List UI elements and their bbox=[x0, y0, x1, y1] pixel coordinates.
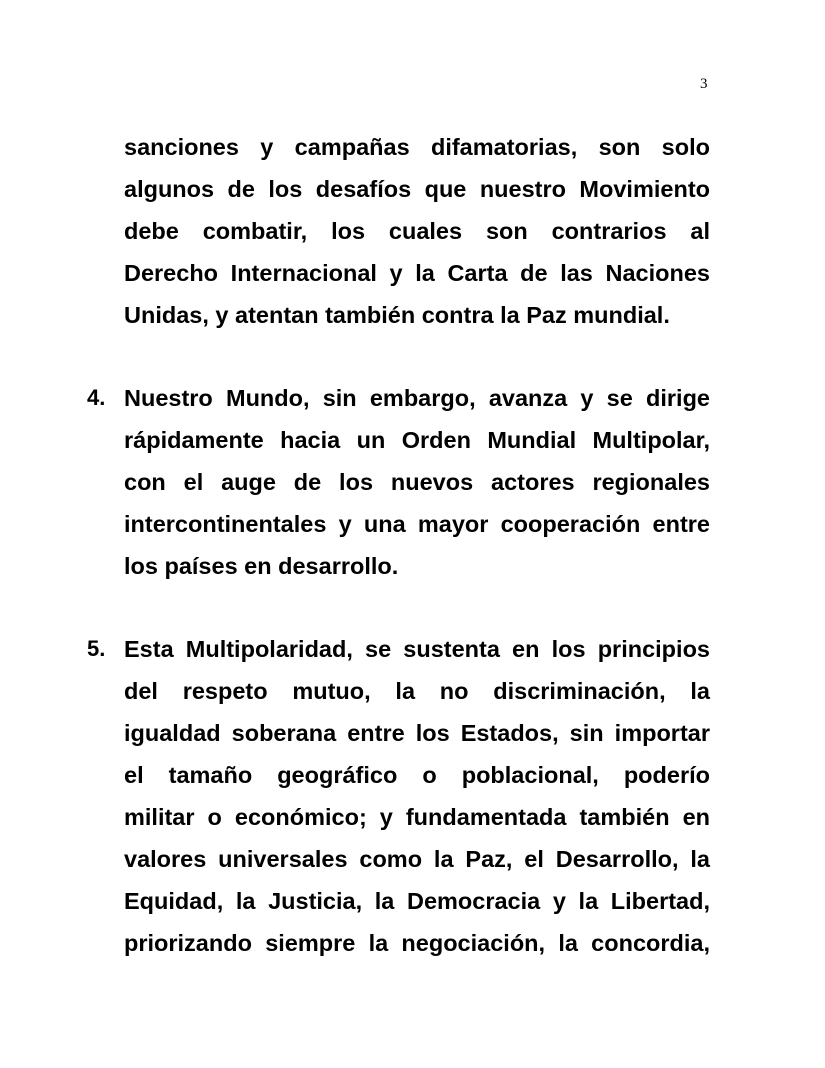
paragraph-number: 4. bbox=[87, 385, 106, 410]
text-line: Unidas, y atentan también contra la Paz mundial. bbox=[124, 302, 670, 328]
text-line: igualdad soberana entre los Estados, sin importar bbox=[124, 720, 710, 746]
text-line: debe combatir, los cuales son contrarios al bbox=[124, 218, 710, 244]
text-line: priorizando siempre la negociación, la concordia, bbox=[124, 930, 710, 956]
text-line: con el auge de los nuevos actores regionales bbox=[124, 469, 710, 495]
paragraph-number: 5. bbox=[87, 636, 106, 661]
text-line: algunos de los desafíos que nuestro Movimiento bbox=[124, 176, 710, 202]
text-line: intercontinentales y una mayor cooperación entre bbox=[124, 511, 710, 537]
text-line: los países en desarrollo. bbox=[124, 553, 399, 579]
text-line: sanciones y campañas difamatorias, son solo bbox=[124, 134, 710, 160]
text-line: Esta Multipolaridad, se sustenta en los principios bbox=[124, 636, 710, 662]
text-line: el tamaño geográfico o poblacional, poderío bbox=[124, 762, 710, 788]
page-number: 3 bbox=[700, 76, 708, 92]
text-line: Derecho Internacional y la Carta de las Naciones bbox=[124, 260, 710, 286]
text-line: Nuestro Mundo, sin embargo, avanza y se dirige bbox=[124, 385, 710, 411]
text-line: Equidad, la Justicia, la Democracia y la Libertad, bbox=[124, 888, 710, 914]
text-line: militar o económico; y fundamentada también en bbox=[124, 804, 710, 830]
text-line: valores universales como la Paz, el Desarrollo, la bbox=[124, 846, 710, 872]
text-line: rápidamente hacia un Orden Mundial Multipolar, bbox=[124, 427, 710, 453]
text-line: del respeto mutuo, la no discriminación, la bbox=[124, 678, 710, 704]
